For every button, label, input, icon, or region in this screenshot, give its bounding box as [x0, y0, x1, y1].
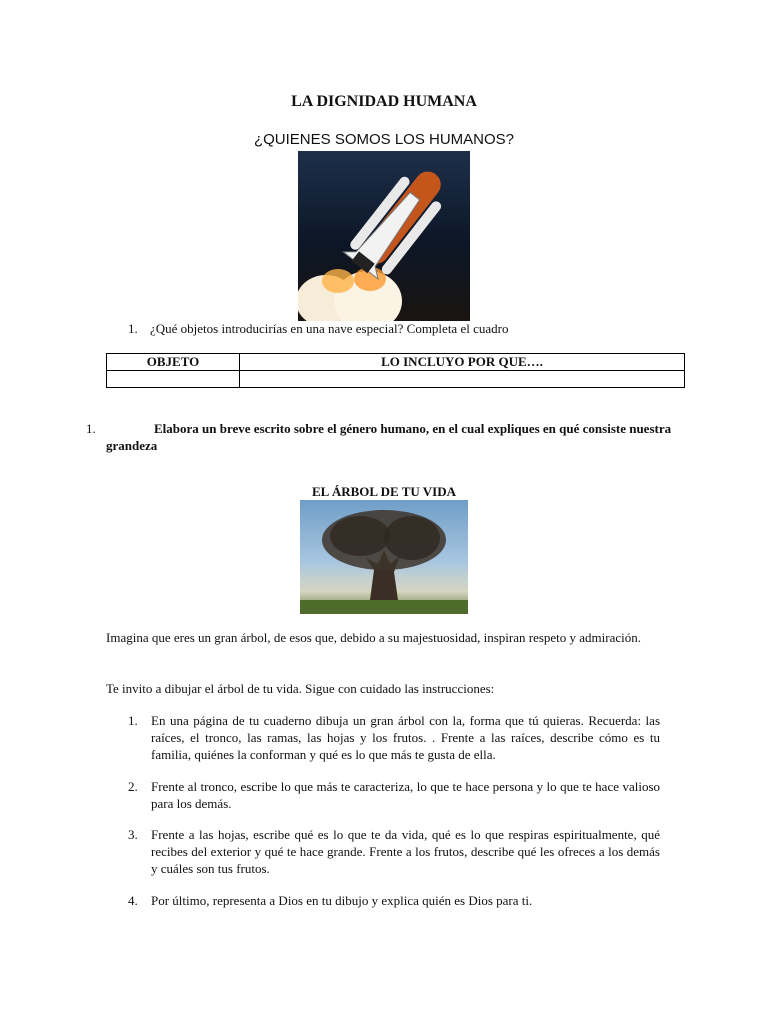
- question-2-number: 1.: [86, 421, 96, 436]
- intro-paragraph: Imagina que eres un gran árbol, de esos que, debido a su majestuosidad, inspiran respeto y admiración.: [106, 630, 642, 645]
- question-2: [86, 420, 686, 454]
- table-cell-reason[interactable]: [240, 371, 685, 388]
- question-2-text: Elabora un breve escrito sobre el género humano, en el cual expliques en qué consiste nuestra grandeza: [106, 421, 672, 453]
- invitation-paragraph: Te invito a dibujar el árbol de tu vida. Sigue con cuidado las instrucciones:: [106, 681, 495, 696]
- page-title: LA DIGNIDAD HUMANA: [291, 93, 477, 110]
- instruction-number: 2.: [128, 779, 138, 794]
- instruction-number: 1.: [128, 713, 138, 728]
- question-1-text: ¿Qué objetos introducirías en una nave especial? Completa el cuadro: [150, 321, 509, 336]
- table-header-objeto: OBJETO: [107, 354, 240, 371]
- space-shuttle-image: [298, 151, 470, 321]
- tree-section-title: EL ÁRBOL DE TU VIDA: [311, 484, 456, 499]
- instruction-item: [128, 892, 660, 909]
- instruction-text: Por último, representa a Dios en tu dibujo y explica quién es Dios para ti.: [151, 893, 533, 908]
- instruction-number: 4.: [128, 893, 138, 908]
- instruction-item: [128, 778, 660, 812]
- table-row: [107, 371, 685, 388]
- question-1-number: 1.: [128, 321, 138, 336]
- table-header-row: [107, 354, 685, 371]
- instruction-item: [128, 826, 660, 877]
- question-1: [128, 321, 508, 337]
- objects-table: [106, 353, 685, 388]
- instruction-text: Frente a las hojas, escribe qué es lo que te da vida, qué es lo que respiras espiritualmente, qué recibes del exterior y qué te hace grande. Frente a los frutos, describe qué les ofreces a los demás y cuáles son tus frutos.: [151, 827, 660, 876]
- tree-image: [300, 500, 468, 614]
- instruction-item: [128, 712, 660, 763]
- table-cell-objeto[interactable]: [107, 371, 240, 388]
- instruction-number: 3.: [128, 827, 138, 842]
- instruction-text: Frente al tronco, escribe lo que más te caracteriza, lo que te hace persona y lo que te hace valioso para los demás.: [151, 779, 660, 811]
- instruction-text: En una página de tu cuaderno dibuja un gran árbol con la, forma que tú quieras. Recuerda: las raíces, el tronco, las ramas, las hojas y los frutos. . Frente a las raíces, describe cómo es tu familia, quiénes la conforman y qué es lo que más te gusta de ella.: [151, 713, 660, 762]
- table-header-reason: LO INCLUYO POR QUE….: [240, 354, 685, 371]
- page-subtitle: ¿QUIENES SOMOS LOS HUMANOS?: [253, 131, 515, 148]
